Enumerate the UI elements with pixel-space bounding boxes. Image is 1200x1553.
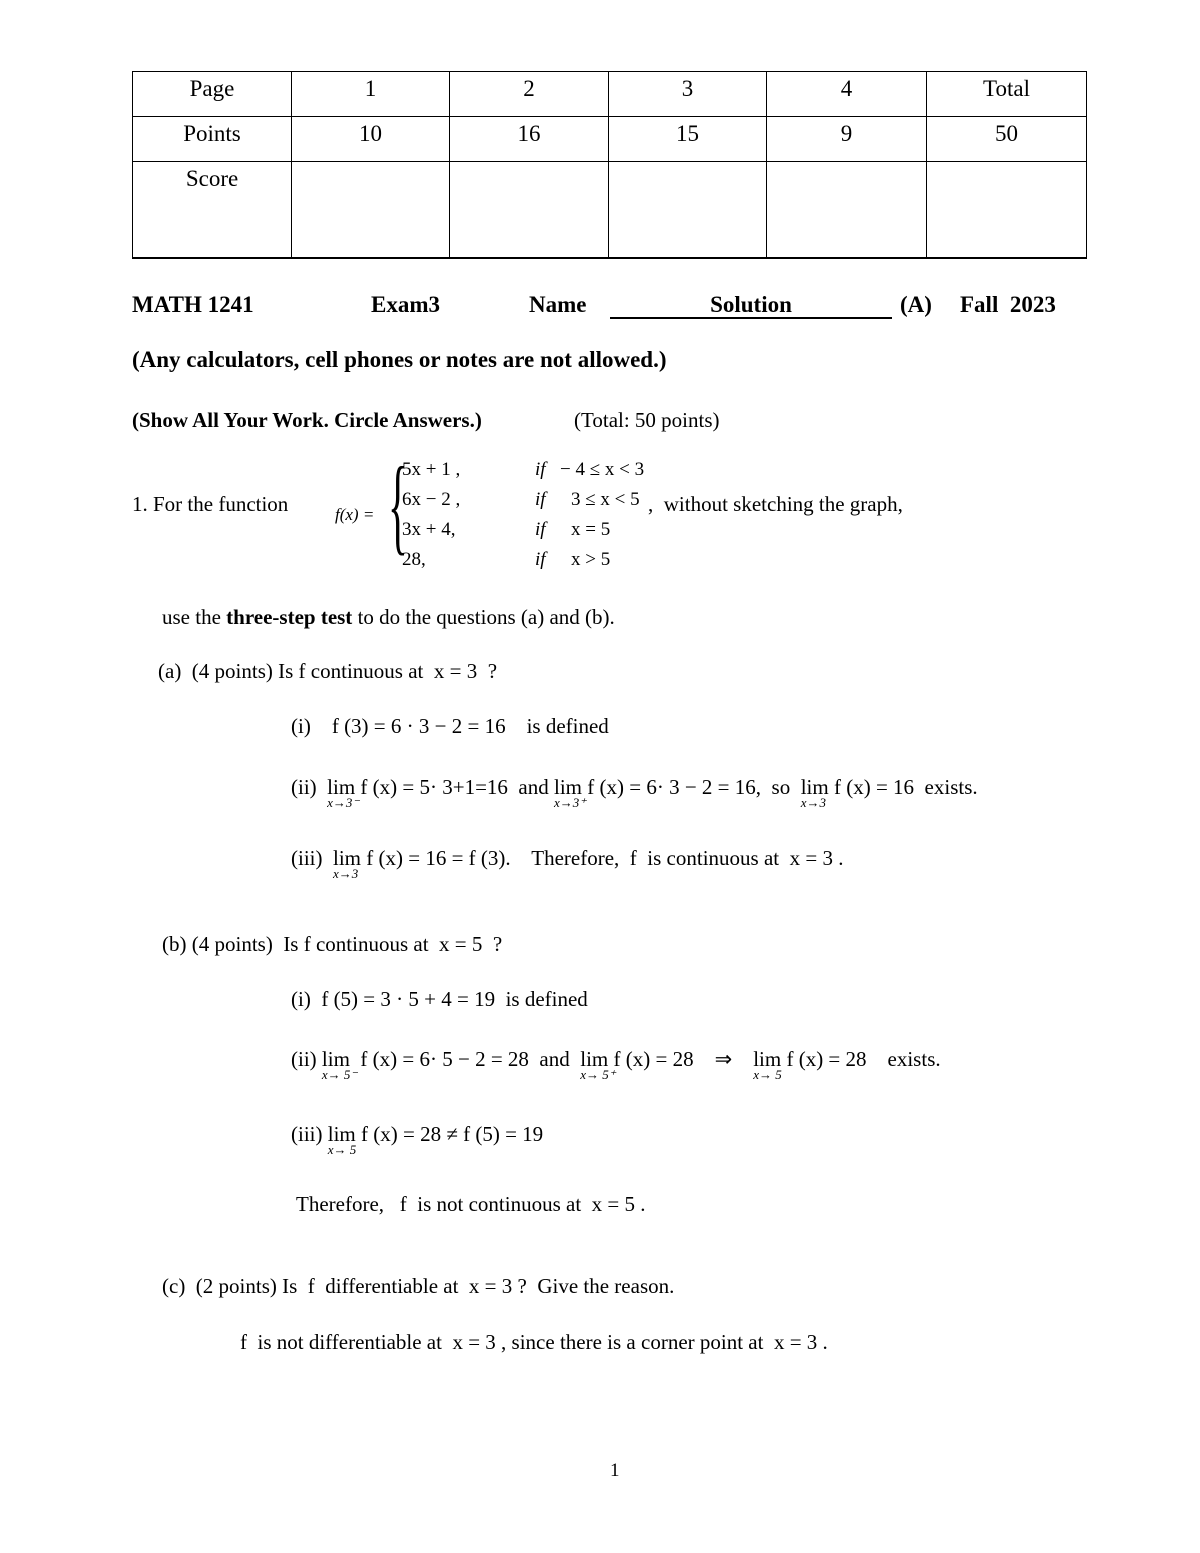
- table-row: [133, 162, 1087, 259]
- lim-subscript: x→ 5: [327, 1142, 357, 1157]
- score-input-cell[interactable]: [609, 162, 767, 259]
- case-expr: 5x + 1 ,: [402, 459, 461, 480]
- score-input-cell[interactable]: [767, 162, 927, 259]
- lim-subscript: x→3⁺: [554, 795, 587, 810]
- step-text: f (x) = 5· 3+1=16 and: [355, 775, 554, 799]
- lim-text: lim: [333, 846, 362, 870]
- lim-subscript: x→ 5⁺: [580, 1067, 616, 1082]
- exam-term: Fall 2023: [960, 292, 1056, 317]
- step-text: f (x) = 16 exists.: [828, 775, 978, 799]
- table-cell: 3: [609, 72, 767, 117]
- lim-text: lim: [580, 1047, 609, 1071]
- score-table: [132, 71, 1087, 259]
- name-field: [610, 292, 892, 319]
- table-row: [133, 117, 1087, 162]
- case-condition: x > 5: [571, 549, 611, 570]
- part-c-answer: f is not differentiable at x = 3 , since there is a corner point at x = 3 .: [240, 1330, 828, 1354]
- table-cell: 2: [450, 72, 609, 117]
- lim-text: lim: [800, 775, 829, 799]
- table-cell: Score: [133, 162, 292, 259]
- case-if: if: [535, 519, 546, 540]
- table-cell: 9: [767, 117, 927, 162]
- case-if: if: [535, 459, 546, 480]
- table-cell: 1: [292, 72, 450, 117]
- name-value: Solution: [610, 293, 892, 319]
- lim-subscript: x→3: [333, 866, 359, 881]
- part-b-question: (b) (4 points) Is f continuous at x = 5 ?: [162, 932, 503, 956]
- name-label: Name: [529, 292, 587, 317]
- limit-right: [580, 1047, 616, 1082]
- case-expr: 28,: [402, 549, 426, 570]
- limit-right: [554, 775, 587, 810]
- question-1-lead: 1. For the function: [132, 492, 289, 516]
- step-text: f (x) = 6· 5 − 2 = 28 and: [349, 1047, 581, 1071]
- step-text: f (x) = 28 ≠ f (5) = 19: [355, 1122, 544, 1146]
- case-condition: − 4 ≤ x < 3: [560, 459, 645, 480]
- limit-left: [321, 1047, 358, 1082]
- table-cell: Page: [133, 72, 292, 117]
- lim-text: lim: [554, 775, 583, 799]
- instruction-text: to do the questions (a) and (b).: [352, 605, 615, 629]
- score-input-cell[interactable]: [450, 162, 609, 259]
- question-1-tail: , without sketching the graph,: [648, 492, 903, 516]
- function-name: f(x) =: [335, 505, 375, 524]
- table-cell: 4: [767, 72, 927, 117]
- page-number: 1: [610, 1460, 620, 1481]
- lim-subscript: x→3⁻: [327, 795, 360, 810]
- part-a-question: (a) (4 points) Is f continuous at x = 3 ?: [158, 659, 498, 683]
- lim-subscript: x→3: [800, 795, 826, 810]
- instruction-text: use the: [162, 605, 227, 629]
- lim-text: lim: [327, 775, 356, 799]
- limit-two-sided: [327, 1122, 357, 1157]
- part-a-step-i: (i) f (3) = 6 · 3 − 2 = 16 is defined: [291, 714, 609, 738]
- table-row: [133, 72, 1087, 117]
- total-points: (Total: 50 points): [574, 408, 720, 432]
- instruction-emphasis: three-step test: [226, 605, 353, 629]
- case-if: if: [535, 549, 546, 570]
- part-c-question: (c) (2 points) Is f differentiable at x = 3 ? Give the reason.: [162, 1274, 675, 1298]
- table-cell: Points: [133, 117, 292, 162]
- limit-two-sided: [333, 846, 362, 881]
- table-cell: 16: [450, 117, 609, 162]
- lim-text: lim: [321, 1047, 350, 1071]
- part-a-step-iii: [291, 846, 844, 881]
- exam-title: Exam3: [371, 292, 440, 317]
- case-condition: 3 ≤ x < 5: [571, 489, 640, 510]
- notice: (Any calculators, cell phones or notes are not allowed.): [132, 347, 667, 372]
- limit-two-sided: [800, 775, 829, 810]
- part-b-step-ii: [291, 1047, 941, 1082]
- score-input-cell[interactable]: [292, 162, 450, 259]
- table-cell: 10: [292, 117, 450, 162]
- step-label: (ii): [291, 1047, 317, 1071]
- step-label: (iii): [291, 1122, 323, 1146]
- part-b-step-i: (i) f (5) = 3 · 5 + 4 = 19 is defined: [291, 987, 588, 1011]
- question-1-instruction: [162, 605, 615, 630]
- lim-text: lim: [753, 1047, 782, 1071]
- step-text: f (x) = 16 = f (3). Therefore, f is continuous at x = 3 .: [361, 846, 844, 870]
- table-cell: Total: [927, 72, 1087, 117]
- exam-version: (A): [900, 292, 932, 317]
- limit-two-sided: [753, 1047, 782, 1082]
- lim-subscript: x→ 5⁻: [321, 1067, 358, 1082]
- case-if: if: [535, 489, 546, 510]
- step-text: f (x) = 6· 3 − 2 = 16, so: [582, 775, 801, 799]
- lim-text: lim: [327, 1122, 356, 1146]
- part-b-conclusion: Therefore, f is not continuous at x = 5 .: [296, 1192, 646, 1216]
- step-label: (ii): [291, 775, 317, 799]
- case-condition: x = 5: [571, 519, 611, 540]
- score-input-cell[interactable]: [927, 162, 1087, 259]
- limit-left: [327, 775, 360, 810]
- piecewise-brace: {: [388, 446, 408, 565]
- table-cell: 15: [609, 117, 767, 162]
- instructions: (Show All Your Work. Circle Answers.): [132, 408, 482, 432]
- part-a-step-ii: [291, 775, 978, 810]
- case-expr: 6x − 2 ,: [402, 489, 461, 510]
- part-b-step-iii: [291, 1122, 544, 1157]
- table-cell: 50: [927, 117, 1087, 162]
- course-code: MATH 1241: [132, 292, 254, 317]
- case-expr: 3x + 4,: [402, 519, 456, 540]
- step-label: (iii): [291, 846, 323, 870]
- step-text: f (x) = 28 ⇒: [608, 1047, 754, 1071]
- lim-subscript: x→ 5: [753, 1067, 782, 1082]
- step-text: f (x) = 28 exists.: [781, 1047, 941, 1071]
